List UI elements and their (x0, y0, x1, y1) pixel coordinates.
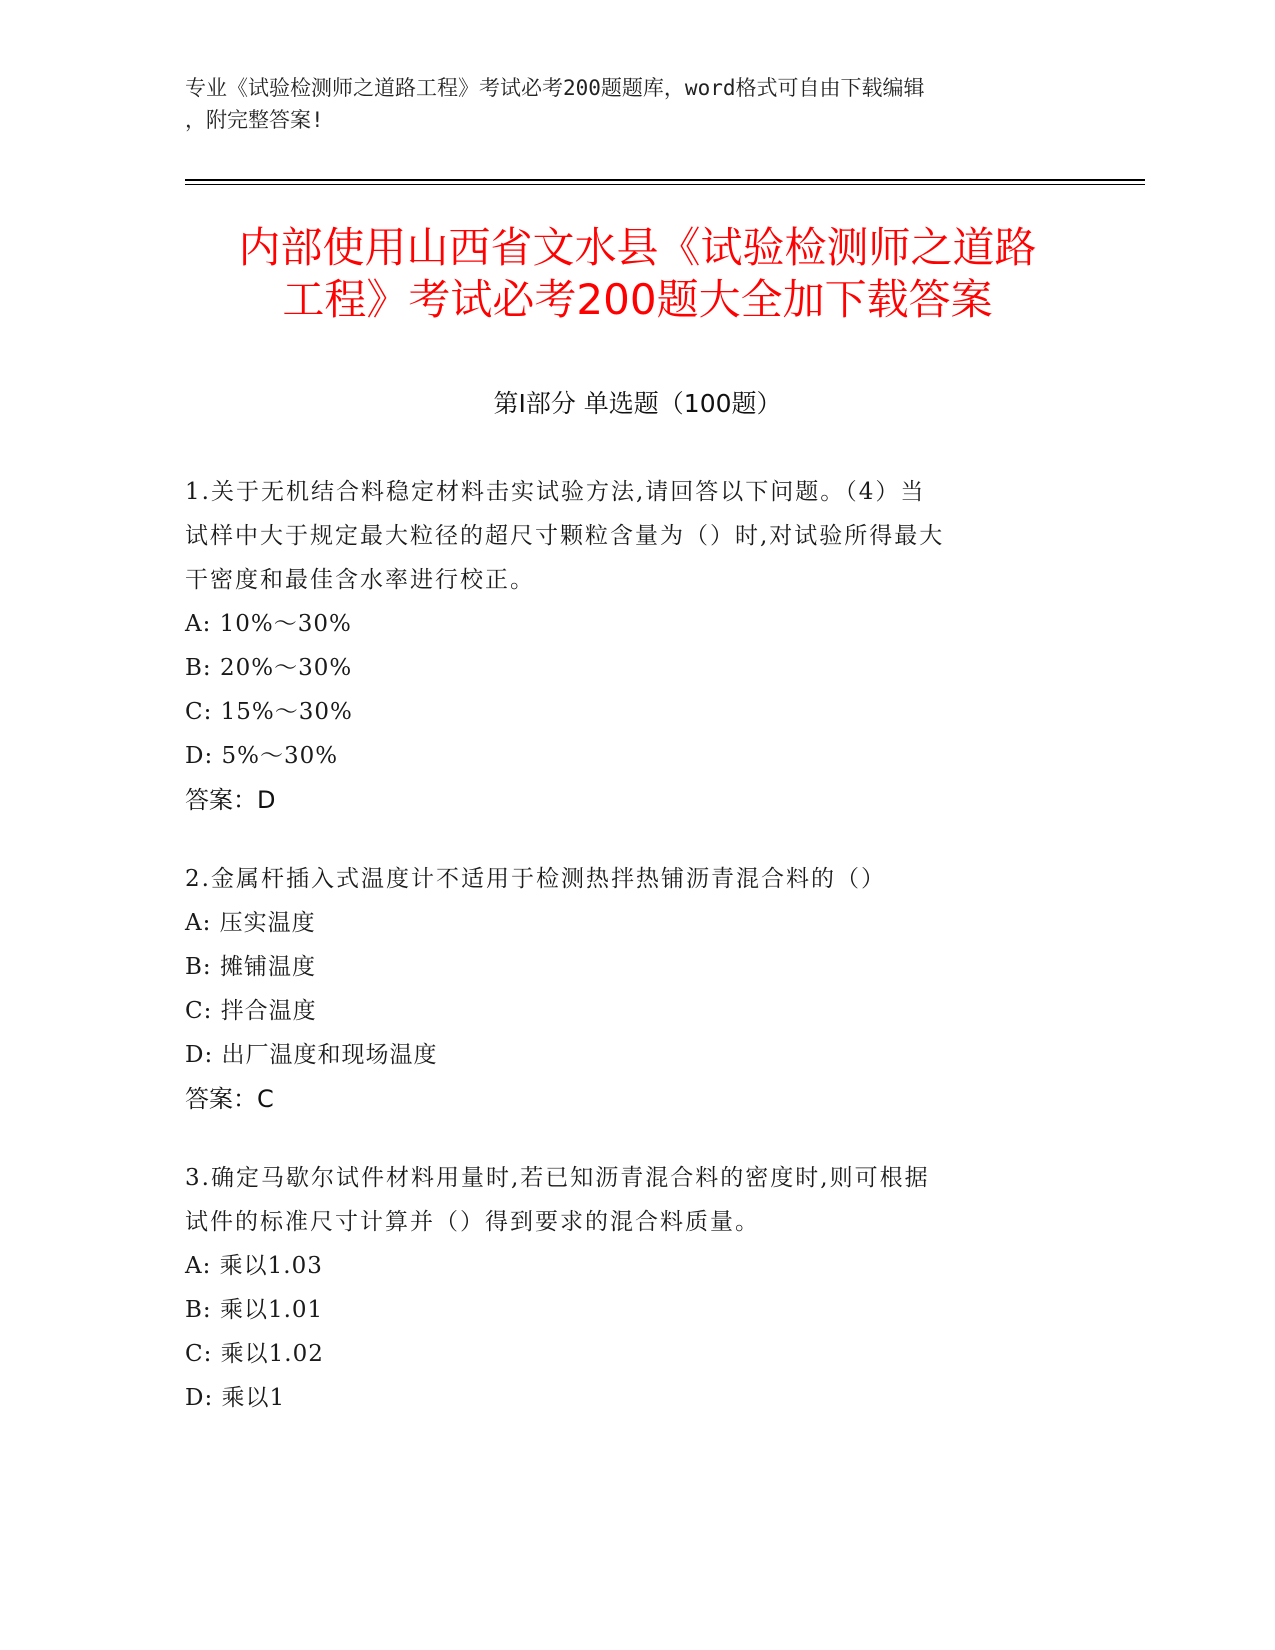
option-b: B: 20%～30% (185, 655, 353, 681)
option-b: B: 摊铺温度 (185, 954, 316, 980)
document-title-line-1: 内部使用山西省文水县《试验检测师之道路 (238, 223, 1037, 272)
answer: 答案：C (185, 1085, 274, 1113)
option-c: C: 拌合温度 (185, 998, 317, 1024)
option-c: C: 乘以1.02 (185, 1341, 324, 1367)
question-stem-line: 试样中大于规定最大粒径的超尺寸颗粒含量为（）时,对试验所得最大 (185, 523, 945, 549)
question-list (185, 470, 1065, 1455)
option-d: D: 5%～30% (185, 743, 339, 769)
header-divider-thin (185, 184, 1145, 185)
option-a: A: 10%～30% (185, 611, 352, 637)
question-stem-line: 3.确定马歇尔试件材料用量时,若已知沥青混合料的密度时,则可根据 (185, 1165, 930, 1191)
option-d: D: 出厂温度和现场温度 (185, 1042, 438, 1068)
question-stem-line: 试件的标准尺寸计算并（）得到要求的混合料质量。 (185, 1209, 760, 1235)
question-2 (185, 857, 1065, 1121)
question-3 (185, 1156, 1065, 1420)
document-title (160, 222, 1115, 326)
option-a: A: 乘以1.03 (185, 1253, 323, 1279)
header-note-line-2: ，附完整答案! (185, 108, 324, 132)
header-note (185, 72, 1065, 136)
answer: 答案：D (185, 786, 276, 814)
question-stem-line: 干密度和最佳含水率进行校正。 (185, 567, 535, 593)
option-a: A: 压实温度 (185, 910, 316, 936)
option-c: C: 15%～30% (185, 699, 353, 725)
question-stem-line: 1.关于无机结合料稳定材料击实试验方法,请回答以下问题。（4）当 (185, 479, 926, 505)
question-stem-line: 2.金属杆插入式温度计不适用于检测热拌热铺沥青混合料的（） (185, 866, 886, 892)
header-note-line-1: 专业《试验检测师之道路工程》考试必考200题题库，word格式可自由下载编辑 (185, 76, 925, 100)
question-1 (185, 470, 1065, 822)
header-divider-thick (185, 179, 1145, 181)
section-title: 第I部分 单选题（100题） (493, 389, 782, 418)
document-title-line-2: 工程》考试必考200题大全加下载答案 (282, 275, 993, 324)
option-d: D: 乘以1 (185, 1385, 286, 1411)
option-b: B: 乘以1.01 (185, 1297, 324, 1323)
